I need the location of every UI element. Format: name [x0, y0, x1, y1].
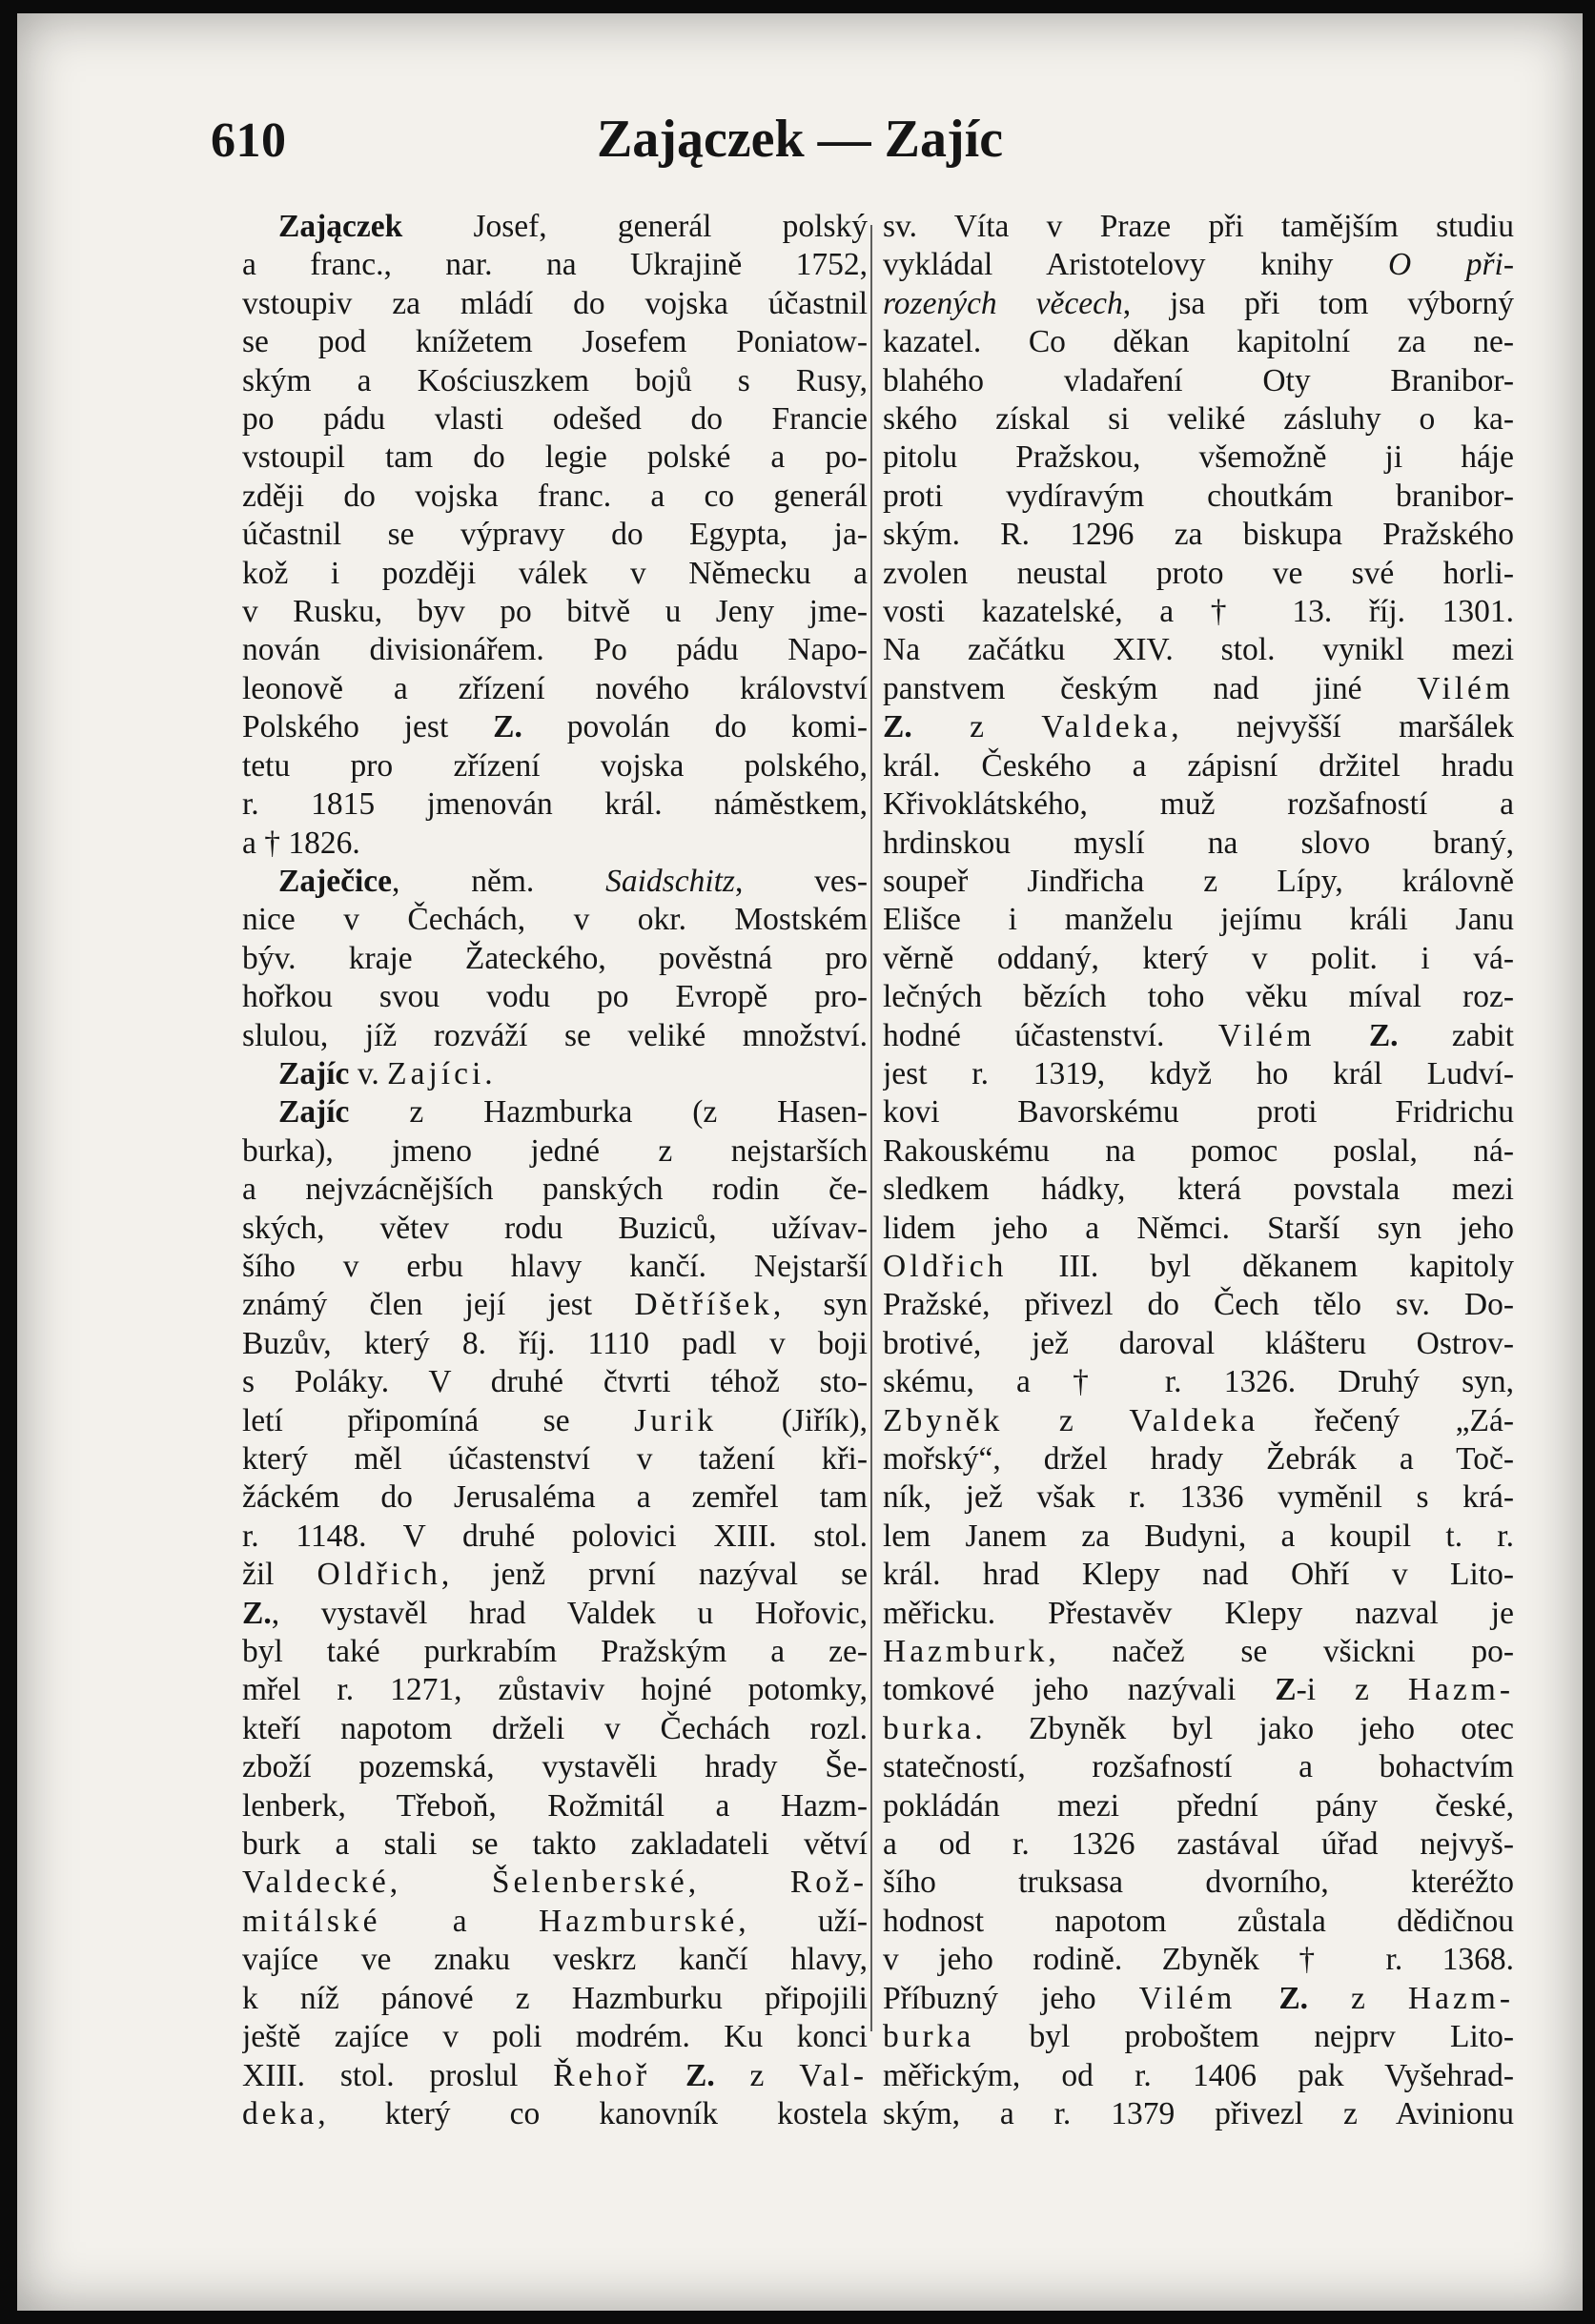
bold-term: Z. — [685, 2057, 715, 2093]
text-line — [883, 2095, 1514, 2133]
text-line — [883, 1440, 1514, 1478]
text-run: nován divisionářem. Po pádu Napo- — [242, 632, 868, 668]
text-run: král. hrad Klepy nad Ohří v Lito- — [883, 1557, 1514, 1593]
text-line — [242, 708, 868, 746]
text-run: , ves- — [734, 863, 868, 899]
text-line — [242, 1325, 868, 1363]
text-run: z — [1308, 1980, 1408, 2016]
text-line — [242, 1402, 868, 1440]
text-line — [883, 1210, 1514, 1248]
text-line — [242, 478, 868, 516]
text-run: po pádu vlasti odešed do Francie — [242, 401, 868, 438]
text-run: (Jiřík), — [717, 1402, 868, 1438]
text-line — [242, 1017, 868, 1055]
text-line — [242, 285, 868, 323]
text-run: Polského jest — [242, 709, 494, 745]
text-line — [883, 978, 1514, 1016]
text-line — [242, 825, 868, 863]
text-line — [883, 478, 1514, 516]
text-line — [883, 1671, 1514, 1709]
text-line — [883, 1518, 1514, 1556]
text-line — [883, 1980, 1514, 2018]
text-run: z Hazmburka (z Hasen- — [349, 1094, 868, 1131]
text-run: , jsa při tom výborný — [1122, 285, 1514, 321]
text-run: Křivoklátského, muž rozšafností a — [883, 786, 1514, 823]
text-line — [242, 1171, 868, 1209]
text-run: z — [714, 2057, 800, 2093]
bold-term: Zajíc — [278, 1055, 350, 1091]
text-run: a nejvzácnějších panských rodin če- — [242, 1172, 868, 1208]
text-run: věrně oddaný, který v polit. i vá- — [883, 940, 1514, 976]
spaced-name: Valdeka — [1041, 709, 1172, 745]
text-run: král. Českého a zápisní držitel hradu — [883, 747, 1514, 784]
text-run: kazatel. Co děkan kapitolní za ne- — [883, 324, 1514, 360]
text-line — [242, 863, 868, 901]
text-run: XIII. stol. proslul — [242, 2057, 554, 2093]
text-line — [883, 670, 1514, 708]
text-line — [242, 1825, 868, 1864]
text-line — [242, 516, 868, 554]
text-line — [242, 670, 868, 708]
text-run: žáckém do Jerusaléma a zemřel tam — [242, 1479, 868, 1516]
text-run: zvolen neustal proto ve své horli- — [883, 555, 1514, 591]
text-run: burk a stali se takto zakladateli větví — [242, 1826, 868, 1863]
text-line — [242, 246, 868, 284]
text-run: jest r. 1319, když ho král Ludví- — [883, 1055, 1514, 1091]
text-line — [242, 1478, 868, 1517]
text-run: pokládán mezi přední pány české, — [883, 1787, 1514, 1824]
bold-term: Zajíc — [278, 1094, 350, 1131]
text-line — [242, 1518, 868, 1556]
text-run: panstvem českým nad jiné — [883, 670, 1418, 706]
text-run: byl také purkrabím Pražským a ze- — [242, 1634, 868, 1670]
text-run: . Zbyněk byl jako jeho otec — [974, 1710, 1514, 1746]
text-run: Na začátku XIV. stol. vynikl mezi — [883, 632, 1514, 668]
text-line — [242, 1903, 868, 1941]
text-run: ským a Kościuszkem bojů s Rusy, — [242, 362, 868, 398]
text-line — [883, 1248, 1514, 1286]
text-run: Pražské, přivezl do Čech tělo sv. Do- — [883, 1287, 1514, 1323]
text-run: tomkové jeho nazývali — [883, 1672, 1276, 1708]
text-run: vosti kazatelské, a † 13. říj. 1301. — [883, 594, 1514, 630]
spaced-name: burka — [883, 1710, 975, 1746]
text-line — [242, 400, 868, 438]
left-column — [242, 208, 868, 2133]
text-line — [883, 208, 1514, 246]
running-head: Zajączek — Zajíc — [596, 110, 1004, 169]
spaced-name: Hazmburk — [883, 1634, 1049, 1670]
text-run: vykládal Aristotelovy knihy — [883, 247, 1388, 283]
text-line — [883, 1171, 1514, 1209]
text-run: , — [687, 1865, 790, 1901]
text-run: -i z — [1296, 1672, 1408, 1708]
text-run: slulou, jíž rozváží se veliké množství. — [242, 1017, 868, 1053]
text-run: v Rusku, byv po bitvě u Jeny jme- — [242, 594, 868, 630]
text-line — [883, 593, 1514, 631]
text-line — [883, 708, 1514, 746]
text-run: známý člen její jest — [242, 1287, 635, 1323]
text-run: měřicku. Přestavěv Klepy nazval je — [883, 1595, 1514, 1631]
bold-term: Z. — [493, 709, 522, 745]
text-run: který měl účastenství v tažení kři- — [242, 1441, 868, 1477]
text-run — [650, 2058, 685, 2093]
text-line — [883, 825, 1514, 863]
text-line — [883, 1363, 1514, 1401]
bold-term: Z. — [1368, 1017, 1399, 1053]
text-run: v jeho rodině. Zbyněk † r. 1368. — [883, 1942, 1514, 1978]
text-line — [883, 747, 1514, 785]
text-line — [242, 438, 868, 477]
text-line — [883, 1864, 1514, 1902]
text-run: se pod knížetem Josefem Poniatow- — [242, 324, 868, 360]
text-run: mořský“, držel hrady Žebrák a Toč- — [883, 1441, 1514, 1477]
text-run: , který co kanovník kostela — [317, 2095, 868, 2131]
text-run: ským, a r. 1379 přivezl z Avinionu — [883, 2095, 1514, 2131]
text-run: v. — [349, 1055, 388, 1091]
text-line — [242, 1210, 868, 1248]
text-run: a — [380, 1903, 539, 1939]
text-line — [242, 323, 868, 361]
text-line — [242, 1132, 868, 1171]
text-line — [883, 631, 1514, 669]
column-divider — [870, 225, 872, 2031]
text-run: proti vydíravým choutkám branibor- — [883, 478, 1514, 514]
bold-term: Z — [1275, 1672, 1297, 1708]
text-run: tetu pro zřízení vojska polského, — [242, 747, 868, 784]
spaced-name: Val- — [799, 2057, 868, 2093]
spaced-name: Zbyněk — [883, 1402, 1004, 1438]
text-line — [242, 1941, 868, 1979]
text-line — [883, 940, 1514, 978]
text-run — [1236, 1981, 1278, 2016]
bold-term: Zajączek — [278, 209, 403, 244]
spaced-name: Vilém — [1138, 1980, 1237, 2016]
text-line — [242, 1093, 868, 1131]
bold-term: Z. — [242, 1595, 272, 1631]
spaced-name: Hazm- — [1407, 1672, 1514, 1708]
text-run: pitolu Pražskou, všemožně ji háje — [883, 439, 1514, 476]
text-run: účastnil se výpravy do Egypta, ja- — [242, 517, 868, 553]
italic-term: Saidschitz — [605, 863, 735, 899]
text-run: III. byl děkanem kapitoly — [1007, 1248, 1514, 1284]
text-line — [242, 593, 868, 631]
text-run: kovi Bavorskému proti Fridrichu — [883, 1094, 1514, 1131]
text-run: zboží pozemská, vystavěli hrady Še- — [242, 1749, 868, 1785]
text-run: byl proboštem nejprv Lito- — [974, 2019, 1514, 2055]
text-line — [242, 1710, 868, 1748]
spaced-name: Valdeka — [1129, 1402, 1259, 1438]
text-line — [242, 1748, 868, 1786]
text-line — [883, 1595, 1514, 1633]
text-line — [242, 1787, 868, 1825]
spaced-name: Zajíci — [387, 1055, 485, 1091]
text-line — [883, 1055, 1514, 1093]
right-column — [883, 208, 1514, 2133]
text-line — [883, 285, 1514, 323]
text-run: nice v Čechách, v okr. Mostském — [242, 902, 868, 938]
text-run: a franc., nar. na Ukrajině 1752, — [242, 247, 868, 283]
text-line — [883, 863, 1514, 901]
text-line — [883, 555, 1514, 593]
spaced-name: Rož- — [789, 1865, 868, 1901]
text-run: , nejvyšší maršálek — [1171, 709, 1514, 745]
text-line — [883, 1017, 1514, 1055]
text-run: . — [484, 1055, 493, 1091]
text-line — [883, 1402, 1514, 1440]
spaced-name: Vilém — [1417, 670, 1514, 706]
bold-term: Zaječice — [278, 863, 393, 899]
text-line — [242, 1556, 868, 1594]
text-run: ník, jež však r. 1336 vyměnil s krá- — [883, 1479, 1514, 1516]
text-run: žil — [242, 1557, 317, 1593]
text-run: řečený „Zá- — [1258, 1402, 1514, 1438]
text-run: Buzův, který 8. říj. 1110 padl v boji — [242, 1325, 868, 1361]
spaced-name: Šelenberské — [491, 1865, 688, 1901]
text-line — [242, 785, 868, 824]
text-run: sv. Víta v Praze při tamějším studiu — [883, 209, 1514, 244]
text-line — [883, 1478, 1514, 1517]
text-run: r. 1148. V druhé polovici XIII. stol. — [242, 1518, 868, 1554]
spaced-name: Řehoř — [553, 2057, 651, 2093]
bold-term: Z. — [1278, 1980, 1309, 2016]
text-line — [242, 1440, 868, 1478]
text-line — [242, 1248, 868, 1286]
text-run: ještě zajíce v poli modrém. Ku konci — [242, 2019, 868, 2055]
text-run: Příbuzný jeho — [883, 1980, 1139, 2016]
bold-term: Z. — [883, 709, 912, 745]
page-number: 610 — [211, 113, 287, 168]
text-run: vajíce ve znaku veskrz kančí hlavy, — [242, 1942, 868, 1978]
book-page — [17, 13, 1583, 2311]
text-run: statečností, rozšafností a bohactvím — [883, 1749, 1514, 1785]
text-line — [242, 1595, 868, 1633]
text-run: lečných bězích toho věku míval roz- — [883, 979, 1514, 1015]
text-run: a od r. 1326 zastával úřad nejvyš- — [883, 1826, 1514, 1863]
text-run: z — [911, 709, 1042, 745]
text-run: , — [389, 1865, 492, 1901]
spaced-name: Dětříšek — [634, 1287, 773, 1323]
spaced-name: Hazm- — [1407, 1980, 1514, 2016]
spaced-name: Jurik — [634, 1402, 718, 1438]
text-line — [242, 978, 868, 1016]
text-line — [883, 323, 1514, 361]
text-run: r. 1815 jmenován král. náměstkem, — [242, 786, 868, 823]
text-run: šího truksasa dvorního, kteréžto — [883, 1865, 1514, 1901]
text-run: hodnost napotom zůstala dědičnou — [883, 1903, 1514, 1939]
text-run: k níž pánové z Hazmburku připojili — [242, 1980, 868, 2016]
italic-term: rozených věcech — [883, 285, 1123, 321]
text-run: mřel r. 1271, zůstaviv hojné potomky, — [242, 1672, 868, 1708]
text-line — [883, 1325, 1514, 1363]
text-run: , jenž první nazýval se — [440, 1557, 868, 1593]
text-line — [883, 1710, 1514, 1748]
text-line — [883, 1556, 1514, 1594]
text-run: soupeř Jindřicha z Lípy, královně — [883, 863, 1514, 899]
text-line — [883, 1132, 1514, 1171]
text-line — [242, 2095, 868, 2133]
text-run: ských, větev rodu Buziců, užívav- — [242, 1210, 868, 1246]
text-run: lenberk, Třeboň, Rožmitál a Hazm- — [242, 1787, 868, 1824]
text-line — [242, 940, 868, 978]
text-line — [242, 1363, 868, 1401]
text-run: šího v erbu hlavy kančí. Nejstarší — [242, 1248, 868, 1284]
text-run: lem Janem za Budyni, a koupil t. r. — [883, 1518, 1514, 1554]
text-run: , něm. — [392, 863, 606, 899]
text-run: sledkem hádky, která povstala mezi — [883, 1172, 1514, 1208]
spaced-name: Hazmburské — [538, 1903, 739, 1939]
text-run: , vystavěl hrad Valdek u Hořovic, — [271, 1595, 868, 1631]
text-line — [883, 901, 1514, 939]
text-line — [883, 1903, 1514, 1941]
text-run: a † 1826. — [242, 825, 360, 861]
spaced-name: Oldřich — [883, 1248, 1008, 1284]
text-run: povolán do komi- — [521, 709, 868, 745]
text-line — [883, 2057, 1514, 2095]
text-line — [883, 246, 1514, 284]
text-run: zději do vojska franc. a co generál — [242, 478, 868, 514]
text-run: kož i později válek v Německu a — [242, 555, 868, 591]
text-line — [883, 1748, 1514, 1786]
text-line — [883, 362, 1514, 400]
text-line — [883, 785, 1514, 824]
text-run: blahého vladaření Oty Branibor- — [883, 362, 1514, 398]
text-run: Elišce i manželu jejímu králi Janu — [883, 902, 1514, 938]
text-line — [883, 516, 1514, 554]
text-line — [883, 438, 1514, 477]
text-run: zabit — [1398, 1017, 1514, 1053]
text-run: hodné účastenství. — [883, 1017, 1218, 1053]
text-line — [242, 555, 868, 593]
text-line — [242, 747, 868, 785]
text-run: leonově a zřízení nového království — [242, 670, 868, 706]
text-run: vstoupil tam do legie polské a po- — [242, 439, 868, 476]
text-line — [883, 1941, 1514, 1979]
text-line — [242, 631, 868, 669]
text-run: ským. R. 1296 za biskupa Pražského — [883, 517, 1514, 553]
text-line — [242, 1286, 868, 1324]
spaced-name: burka — [883, 2019, 975, 2055]
text-run: hořkou svou vodu po Evropě pro- — [242, 979, 868, 1015]
text-line — [883, 1093, 1514, 1131]
text-line — [242, 1633, 868, 1671]
italic-term: O při- — [1387, 247, 1514, 283]
text-run: býv. kraje Žateckého, pověstná pro — [242, 940, 868, 976]
text-line — [883, 1633, 1514, 1671]
spaced-name: Oldřich — [317, 1557, 441, 1593]
spaced-name: Valdecké — [242, 1865, 390, 1901]
text-line — [242, 1671, 868, 1709]
text-run: burka), jmeno jedné z nejstarších — [242, 1132, 868, 1169]
text-line — [242, 1864, 868, 1902]
text-run: , uží- — [738, 1903, 868, 1939]
text-line — [242, 2057, 868, 2095]
text-line — [242, 901, 868, 939]
text-run: hrdinskou myslí na slovo braný, — [883, 825, 1514, 861]
text-line — [883, 1286, 1514, 1324]
spaced-name: Vilém — [1217, 1017, 1316, 1053]
text-run: ského získal si veliké zásluhy o ka- — [883, 401, 1514, 438]
spaced-name: mitálské — [242, 1903, 381, 1939]
text-run: , syn — [772, 1287, 868, 1323]
text-run: lidem jeho a Němci. Starší syn jeho — [883, 1210, 1514, 1246]
text-line — [242, 2018, 868, 2056]
text-run: kteří napotom drželi v Čechách rozl. — [242, 1710, 868, 1746]
text-run: vstoupiv za mládí do vojska účastnil — [242, 285, 868, 321]
text-run: měřickým, od r. 1406 pak Vyšehrad- — [883, 2057, 1514, 2093]
text-run: Josef, generál polský — [402, 209, 868, 244]
text-run: z — [1003, 1402, 1130, 1438]
text-line — [242, 208, 868, 246]
text-line — [883, 1787, 1514, 1825]
text-run: , načež se všickni po- — [1048, 1634, 1514, 1670]
spaced-name: deka — [242, 2095, 318, 2131]
text-run — [1316, 1018, 1369, 1053]
text-line — [883, 1825, 1514, 1864]
text-run: Rakouskému na pomoc poslal, ná- — [883, 1132, 1514, 1169]
text-run: letí připomíná se — [242, 1402, 635, 1438]
text-line — [242, 362, 868, 400]
text-line — [242, 1055, 868, 1093]
text-line — [883, 2018, 1514, 2056]
text-run: brotivé, jež daroval klášteru Ostrov- — [883, 1325, 1514, 1361]
text-run: skému, a † r. 1326. Druhý syn, — [883, 1364, 1514, 1400]
text-line — [242, 1980, 868, 2018]
text-run: s Poláky. V druhé čtvrti téhož sto- — [242, 1364, 868, 1400]
text-line — [883, 400, 1514, 438]
